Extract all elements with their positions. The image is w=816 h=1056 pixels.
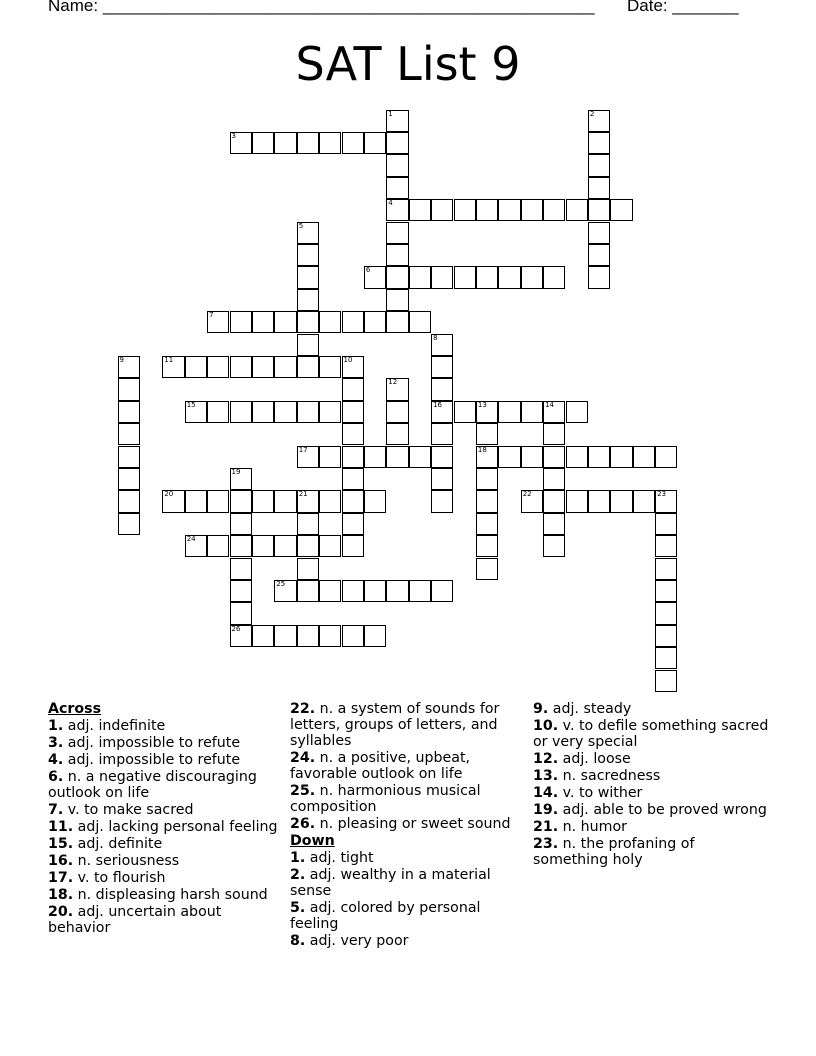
grid-cell[interactable] [319,580,341,602]
grid-cell[interactable] [521,401,543,423]
grid-cell[interactable] [297,356,319,378]
grid-cell[interactable] [118,490,140,512]
grid-cell[interactable] [364,266,386,288]
clue-item [48,802,284,818]
clue-item [48,836,284,852]
clue-item [533,701,769,717]
clue-item [533,718,769,750]
grid-cell[interactable] [185,535,207,557]
grid-cell[interactable] [230,311,252,333]
grid-cell[interactable] [319,535,341,557]
grid-cell[interactable] [566,199,588,221]
grid-cell[interactable] [610,199,632,221]
grid-cell[interactable] [297,490,319,512]
grid-cell[interactable] [454,199,476,221]
clue-number: 24. [290,750,316,766]
cell-number: 2 [589,109,595,118]
grid-cell[interactable] [431,468,453,490]
grid-cell[interactable] [476,468,498,490]
grid-cell[interactable] [252,356,274,378]
clue-number: 6. [48,769,64,785]
grid-cell[interactable] [274,401,296,423]
grid-cell[interactable] [297,513,319,535]
clue-text: v. to flourish [77,870,166,886]
grid-cell[interactable] [274,311,296,333]
grid-cell[interactable] [297,132,319,154]
cell-number: 21 [298,490,308,499]
clue-text: n. pleasing or sweet sound [319,816,511,832]
clue-number: 4. [48,752,64,768]
clue-text: adj. uncertain about behavior [48,904,222,936]
clue-number: 5. [290,900,306,916]
clue-column-2 [290,700,526,949]
grid-cell[interactable] [185,490,207,512]
clue-number: 19. [533,802,559,818]
grid-cell[interactable] [252,535,274,557]
grid-cell[interactable] [297,535,319,557]
grid-cell[interactable] [409,311,431,333]
grid-cell[interactable] [274,356,296,378]
clue-item [290,850,526,866]
grid-cell[interactable] [386,311,408,333]
grid-cell[interactable] [386,110,408,132]
grid-cell[interactable] [252,311,274,333]
clue-text: n. displeasing harsh sound [77,887,268,903]
grid-cell[interactable] [118,378,140,400]
cell-number: 3 [231,131,236,140]
clue-text: adj. definite [77,836,163,852]
clue-item [290,783,526,815]
grid-cell[interactable] [386,266,408,288]
grid-cell[interactable] [342,446,364,468]
grid-cell[interactable] [342,625,364,647]
grid-cell[interactable] [319,490,341,512]
clue-text: n. humor [562,819,627,835]
clue-text: adj. loose [562,751,631,767]
grid-cell[interactable] [498,199,520,221]
grid-cell[interactable] [342,423,364,445]
grid-cell[interactable] [207,535,229,557]
clue-text: n. the profaning of something holy [533,836,695,868]
grid-cell[interactable] [230,468,252,490]
grid-cell[interactable] [431,580,453,602]
cell-number: 23 [657,490,667,499]
grid-cell[interactable] [230,513,252,535]
grid-cell[interactable] [342,580,364,602]
grid-cell[interactable] [454,401,476,423]
grid-cell[interactable] [230,132,252,154]
grid-cell[interactable] [252,625,274,647]
grid-cell[interactable] [297,558,319,580]
clue-text: adj. able to be proved wrong [562,802,767,818]
grid-cell[interactable] [476,266,498,288]
clue-item [48,819,284,835]
grid-cell[interactable] [543,513,565,535]
clue-text: adj. tight [309,850,374,866]
grid-cell[interactable] [207,356,229,378]
grid-cell[interactable] [230,558,252,580]
clue-item [48,870,284,886]
grid-cell[interactable] [118,468,140,490]
clue-item [533,768,769,784]
grid-cell[interactable] [610,446,632,468]
grid-cell[interactable] [342,356,364,378]
cell-number: 5 [298,221,304,230]
clue-text: adj. colored by personal feeling [290,900,481,932]
grid-cell[interactable] [431,446,453,468]
grid-cell[interactable] [342,535,364,557]
grid-cell[interactable] [431,401,453,423]
grid-cell[interactable] [633,446,655,468]
grid-cell[interactable] [364,625,386,647]
grid-cell[interactable] [543,266,565,288]
grid-cell[interactable] [386,580,408,602]
clue-number: 25. [290,783,316,799]
grid-cell[interactable] [386,446,408,468]
grid-cell[interactable] [386,289,408,311]
grid-cell[interactable] [319,132,341,154]
grid-cell[interactable] [498,266,520,288]
clue-item [48,853,284,869]
grid-cell[interactable] [342,513,364,535]
grid-cell[interactable] [588,154,610,176]
grid-cell[interactable] [297,266,319,288]
grid-cell[interactable] [386,222,408,244]
grid-cell[interactable] [476,513,498,535]
grid-cell[interactable] [207,490,229,512]
grid-cell[interactable] [588,199,610,221]
grid-cell[interactable] [207,311,229,333]
clue-item [48,718,284,734]
clue-number: 2. [290,867,306,883]
grid-cell[interactable] [118,423,140,445]
grid-cell[interactable] [655,513,677,535]
grid-cell[interactable] [476,535,498,557]
grid-cell[interactable] [342,378,364,400]
grid-cell[interactable] [655,535,677,557]
across-heading: Across [48,701,102,717]
grid-cell[interactable] [498,401,520,423]
clue-number: 22. [290,701,316,717]
clue-text: adj. impossible to refute [67,752,241,768]
grid-cell[interactable] [655,558,677,580]
grid-cell[interactable] [274,132,296,154]
grid-cell[interactable] [588,177,610,199]
grid-cell[interactable] [230,490,252,512]
grid-cell[interactable] [185,356,207,378]
clue-text: n. a system of sounds for letters, groups of letters, and syllables [290,701,500,749]
grid-cell[interactable] [521,490,543,512]
grid-cell[interactable] [297,222,319,244]
grid-cell[interactable] [543,490,565,512]
clue-number: 7. [48,802,64,818]
grid-cell[interactable] [543,535,565,557]
clue-text: v. to wither [562,785,643,801]
grid-cell[interactable] [655,446,677,468]
grid-cell[interactable] [476,401,498,423]
cell-number: 7 [209,311,214,320]
clue-text: v. to make sacred [67,802,194,818]
grid-cell[interactable] [342,311,364,333]
grid-cell[interactable] [409,266,431,288]
grid-cell[interactable] [431,199,453,221]
grid-cell[interactable] [386,132,408,154]
grid-cell[interactable] [319,625,341,647]
grid-cell[interactable] [297,446,319,468]
cell-number: 24 [186,535,196,544]
grid-cell[interactable] [588,244,610,266]
grid-cell[interactable] [297,580,319,602]
grid-cell[interactable] [118,513,140,535]
grid-cell[interactable] [297,289,319,311]
grid-cell[interactable] [386,154,408,176]
clue-number: 3. [48,735,64,751]
grid-cell[interactable] [476,558,498,580]
clue-item [533,819,769,835]
grid-cell[interactable] [162,490,184,512]
grid-cell[interactable] [342,401,364,423]
clue-item [48,769,284,801]
clue-text: adj. impossible to refute [67,735,241,751]
grid-cell[interactable] [342,490,364,512]
grid-cell[interactable] [476,199,498,221]
page-title: SAT List 9 [295,37,521,91]
grid-cell[interactable] [252,132,274,154]
grid-cell[interactable] [431,378,453,400]
grid-cell[interactable] [386,378,408,400]
grid-cell[interactable] [319,311,341,333]
clue-text: adj. indefinite [67,718,166,734]
grid-cell[interactable] [319,401,341,423]
grid-cell[interactable] [655,670,677,692]
grid-cell[interactable] [185,401,207,423]
clue-number: 1. [290,850,306,866]
clue-item [290,867,526,899]
clue-item [533,751,769,767]
grid-cell[interactable] [610,490,632,512]
grid-cell[interactable] [588,490,610,512]
grid-cell[interactable] [342,132,364,154]
down-heading: Down [290,833,335,849]
clue-number: 10. [533,718,559,734]
clue-number: 23. [533,836,559,852]
clue-text: adj. lacking personal feeling [77,819,278,835]
grid-cell[interactable] [454,266,476,288]
grid-cell[interactable] [543,446,565,468]
grid-cell[interactable] [543,423,565,445]
grid-cell[interactable] [364,446,386,468]
grid-cell[interactable] [588,266,610,288]
grid-cell[interactable] [118,446,140,468]
grid-cell[interactable] [431,356,453,378]
clue-number: 11. [48,819,74,835]
grid-cell[interactable] [342,468,364,490]
grid-cell[interactable] [364,490,386,512]
grid-cell[interactable] [588,222,610,244]
grid-cell[interactable] [297,625,319,647]
grid-cell[interactable] [364,132,386,154]
cell-number: 10 [343,355,353,364]
grid-cell[interactable] [230,580,252,602]
grid-cell[interactable] [588,446,610,468]
grid-cell[interactable] [655,647,677,669]
grid-cell[interactable] [386,423,408,445]
grid-cell[interactable] [566,401,588,423]
cell-number: 4 [388,199,393,208]
clue-text: n. a positive, upbeat, favorable outlook on life [290,750,471,782]
clue-item [290,750,526,782]
grid-cell[interactable] [409,446,431,468]
grid-cell[interactable] [521,446,543,468]
grid-cell[interactable] [409,580,431,602]
clue-item [533,836,769,868]
grid-cell[interactable] [230,602,252,624]
grid-cell[interactable] [655,602,677,624]
grid-cell[interactable] [230,356,252,378]
grid-cell[interactable] [230,625,252,647]
clue-text: adj. steady [552,701,632,717]
clue-column-1 [48,700,284,936]
grid-cell[interactable] [521,266,543,288]
clue-number: 12. [533,751,559,767]
clue-item [290,900,526,932]
cell-number: 13 [477,400,487,409]
clue-text: n. sacredness [562,768,661,784]
grid-cell[interactable] [207,401,229,423]
clue-number: 21. [533,819,559,835]
cell-number: 8 [433,333,438,342]
clue-item [290,816,526,832]
grid-cell[interactable] [566,446,588,468]
grid-cell[interactable] [274,535,296,557]
grid-cell[interactable] [588,110,610,132]
cell-number: 20 [164,490,174,499]
clue-text: n. seriousness [77,853,180,869]
grid-cell[interactable] [297,244,319,266]
grid-cell[interactable] [431,423,453,445]
grid-cell[interactable] [655,625,677,647]
grid-cell[interactable] [655,490,677,512]
clue-number: 17. [48,870,74,886]
grid-cell[interactable] [118,356,140,378]
grid-cell[interactable] [386,244,408,266]
cell-number: 18 [477,445,487,454]
cell-number: 16 [433,400,443,409]
clue-item [48,752,284,768]
clue-number: 26. [290,816,316,832]
clue-text: n. harmonious musical composition [290,783,481,815]
clue-number: 13. [533,768,559,784]
cell-number: 11 [164,355,174,364]
grid-cell[interactable] [386,177,408,199]
grid-cell[interactable] [476,446,498,468]
clue-number: 16. [48,853,74,869]
cell-number: 22 [522,490,532,499]
name-line: Name: ____________________________________________________ [48,0,595,15]
clue-item [533,785,769,801]
grid-cell[interactable] [364,311,386,333]
grid-cell[interactable] [431,334,453,356]
cell-number: 17 [298,445,308,454]
grid-cell[interactable] [521,199,543,221]
clue-text: adj. very poor [309,933,409,949]
grid-cell[interactable] [543,199,565,221]
grid-cell[interactable] [252,490,274,512]
cell-number: 25 [276,579,286,588]
grid-cell[interactable] [588,132,610,154]
clue-item [48,735,284,751]
grid-cell[interactable] [476,423,498,445]
clue-number: 14. [533,785,559,801]
grid-cell[interactable] [297,311,319,333]
date-line: Date: _______ [627,0,739,15]
grid-cell[interactable] [543,401,565,423]
clue-number: 8. [290,933,306,949]
grid-cell[interactable] [297,334,319,356]
grid-cell[interactable] [633,490,655,512]
cell-number: 14 [545,400,555,409]
grid-cell[interactable] [409,199,431,221]
cell-number: 19 [231,467,241,476]
clue-number: 20. [48,904,74,920]
grid-cell[interactable] [319,446,341,468]
clue-number: 1. [48,718,64,734]
grid-cell[interactable] [274,625,296,647]
grid-cell[interactable] [498,446,520,468]
clue-item [48,887,284,903]
clue-item [290,701,526,749]
clue-text: v. to defile something sacred or very special [533,718,769,750]
clue-item [533,802,769,818]
grid-cell[interactable] [431,490,453,512]
grid-cell[interactable] [386,401,408,423]
clue-number: 18. [48,887,74,903]
grid-cell[interactable] [274,580,296,602]
grid-cell[interactable] [431,266,453,288]
grid-cell[interactable] [655,580,677,602]
grid-cell[interactable] [230,535,252,557]
grid-cell[interactable] [252,401,274,423]
grid-cell[interactable] [566,490,588,512]
cell-number: 15 [186,400,196,409]
cell-number: 9 [119,355,124,364]
clue-number: 9. [533,701,549,717]
clue-item [290,933,526,949]
cell-number: 1 [388,109,393,118]
clue-number: 15. [48,836,74,852]
cell-number: 12 [388,378,398,387]
grid-cell[interactable] [274,490,296,512]
grid-cell[interactable] [230,401,252,423]
clue-text: n. a negative discouraging outlook on life [48,769,257,801]
cell-number: 26 [231,624,241,633]
grid-cell[interactable] [118,401,140,423]
clue-item [48,904,284,936]
grid-cell[interactable] [476,490,498,512]
clue-text: adj. wealthy in a material sense [290,867,491,899]
grid-cell[interactable] [543,468,565,490]
grid-cell[interactable] [162,356,184,378]
clue-column-3 [533,700,769,868]
grid-cell[interactable] [297,401,319,423]
cell-number: 6 [365,266,371,275]
grid-cell[interactable] [319,356,341,378]
grid-cell[interactable] [364,580,386,602]
grid-cell[interactable] [386,199,408,221]
